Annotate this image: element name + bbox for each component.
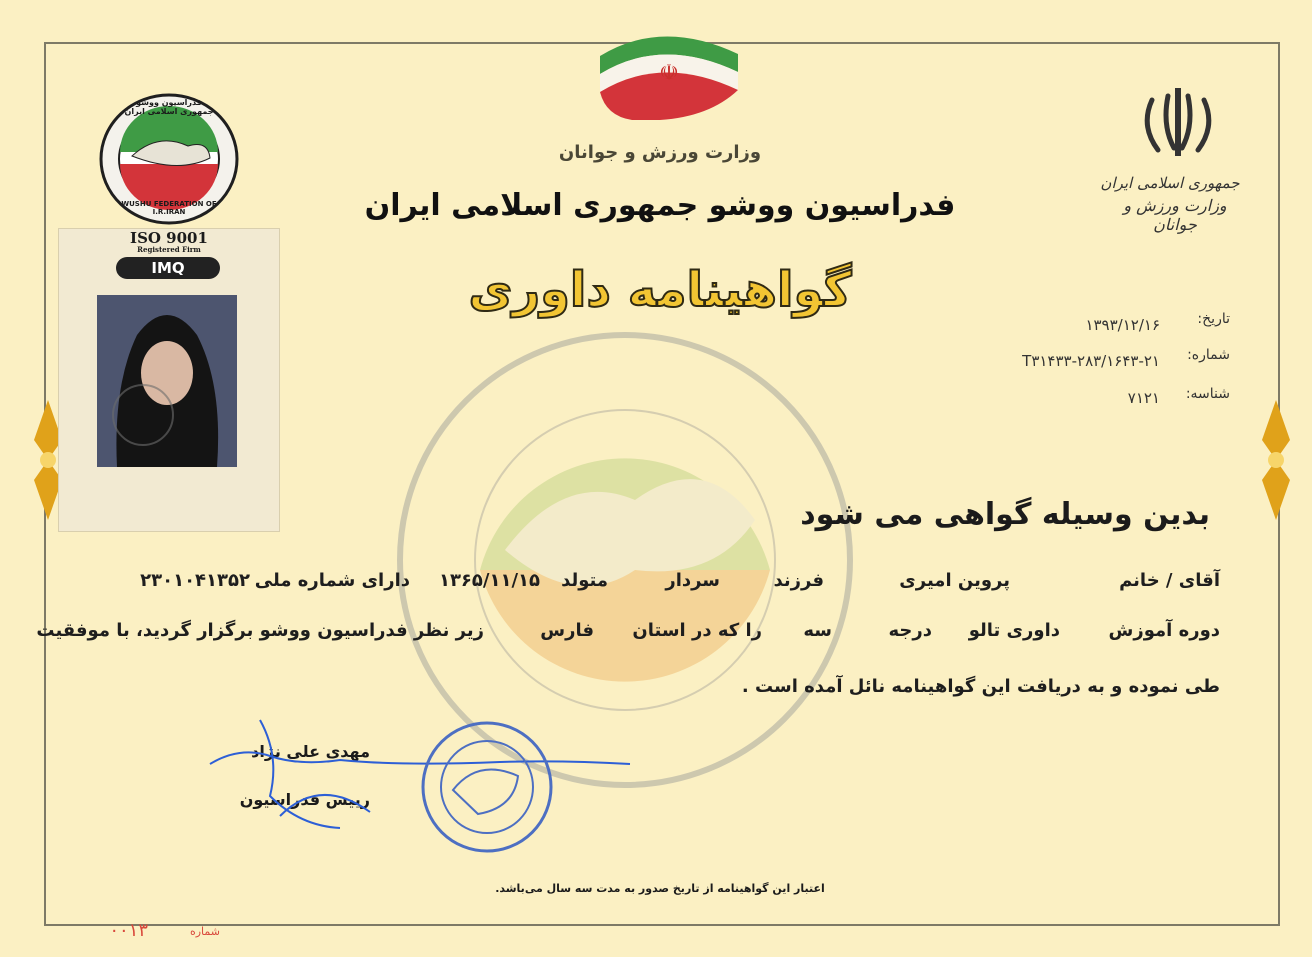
- signer-name: مهدی علی نژاد: [251, 742, 370, 761]
- svg-text:☫: ☫: [659, 61, 679, 86]
- national-id-label: دارای شماره ملی: [254, 570, 410, 591]
- photo-card: [58, 228, 280, 532]
- course-label: دوره آموزش: [1108, 620, 1220, 641]
- birth-date: ۱۳۶۵/۱۱/۱۵: [438, 570, 540, 591]
- date-label: تاریخ:: [1197, 311, 1230, 327]
- serial-label: شماره: [189, 925, 220, 938]
- right-ornament-icon: [1256, 400, 1296, 520]
- grade-value: سه: [803, 620, 832, 641]
- validity-note: اعتبار این گواهینامه از تاریخ صدور به مدت سه سال می‌باشد.: [495, 882, 825, 895]
- holder-photo: [97, 295, 237, 467]
- certificate-title: گواهینامه داوری: [468, 262, 852, 318]
- federation-logo: [98, 92, 240, 226]
- father-name: سردار: [665, 570, 720, 591]
- iso-title: ISO 9001: [130, 229, 208, 247]
- holder-name: پروین امیری: [899, 570, 1010, 591]
- line-holder-info: [60, 570, 1220, 596]
- national-id: ۲۳۰۱۰۴۱۳۵۲: [140, 570, 250, 591]
- date-value: ۱۳۹۳/۱۲/۱۶: [1085, 316, 1160, 334]
- line-completion: طی نموده و به دریافت این گواهینامه نائل آمده است .: [741, 676, 1220, 697]
- title-label: آقای / خانم: [1119, 570, 1220, 591]
- signer-role: رییس فدراسیون: [239, 790, 370, 809]
- allah-emblem-icon: [1138, 86, 1218, 160]
- course-name: داوری تالو: [968, 620, 1060, 641]
- province-value: فارس: [540, 620, 594, 641]
- id-value: ۷۱۲۱: [1127, 389, 1160, 407]
- ministry-heading: وزارت ورزش و جوانان: [558, 142, 762, 163]
- serial-number: ۰۰۱۳: [109, 920, 148, 941]
- federation-stamp-icon: [418, 718, 556, 856]
- grade-label: درجه: [888, 620, 932, 641]
- federation-heading: فدراسیون ووشو جمهوری اسلامی ایران: [364, 188, 956, 223]
- line-course-info: [36, 620, 1220, 646]
- course-tail: زیر نظر فدراسیون ووشو برگزار گردید، با موفقیت: [36, 620, 484, 641]
- iran-flag-emblem-icon: [592, 24, 742, 120]
- republic-emblem: [1100, 86, 1250, 236]
- republic-name: جمهوری اسلامی ایران: [1100, 174, 1240, 192]
- imq-badge: IMQ: [116, 257, 220, 279]
- logo-ring-text-top: فدراسیون ووشو جمهوری اسلامی ایران: [124, 98, 214, 116]
- iso-subtitle: Registered Firm: [137, 245, 201, 254]
- born-label: متولد: [561, 570, 608, 591]
- intro-heading: بدین وسیله گواهی می شود: [800, 497, 1210, 532]
- number-label: شماره:: [1187, 347, 1230, 363]
- number-value: T۳۱۴۳۳-۲۸۳/۱۶۴۳-۲۱: [1022, 352, 1160, 370]
- logo-ring-text-bottom: WUSHU FEDERATION OF I.R.IRAN: [121, 200, 217, 216]
- child-label: فرزند: [773, 570, 824, 591]
- province-label: را که در استان: [632, 620, 762, 641]
- ministry-name-right: وزارت ورزش و جوانان: [1123, 196, 1227, 234]
- id-label: شناسه:: [1185, 386, 1230, 402]
